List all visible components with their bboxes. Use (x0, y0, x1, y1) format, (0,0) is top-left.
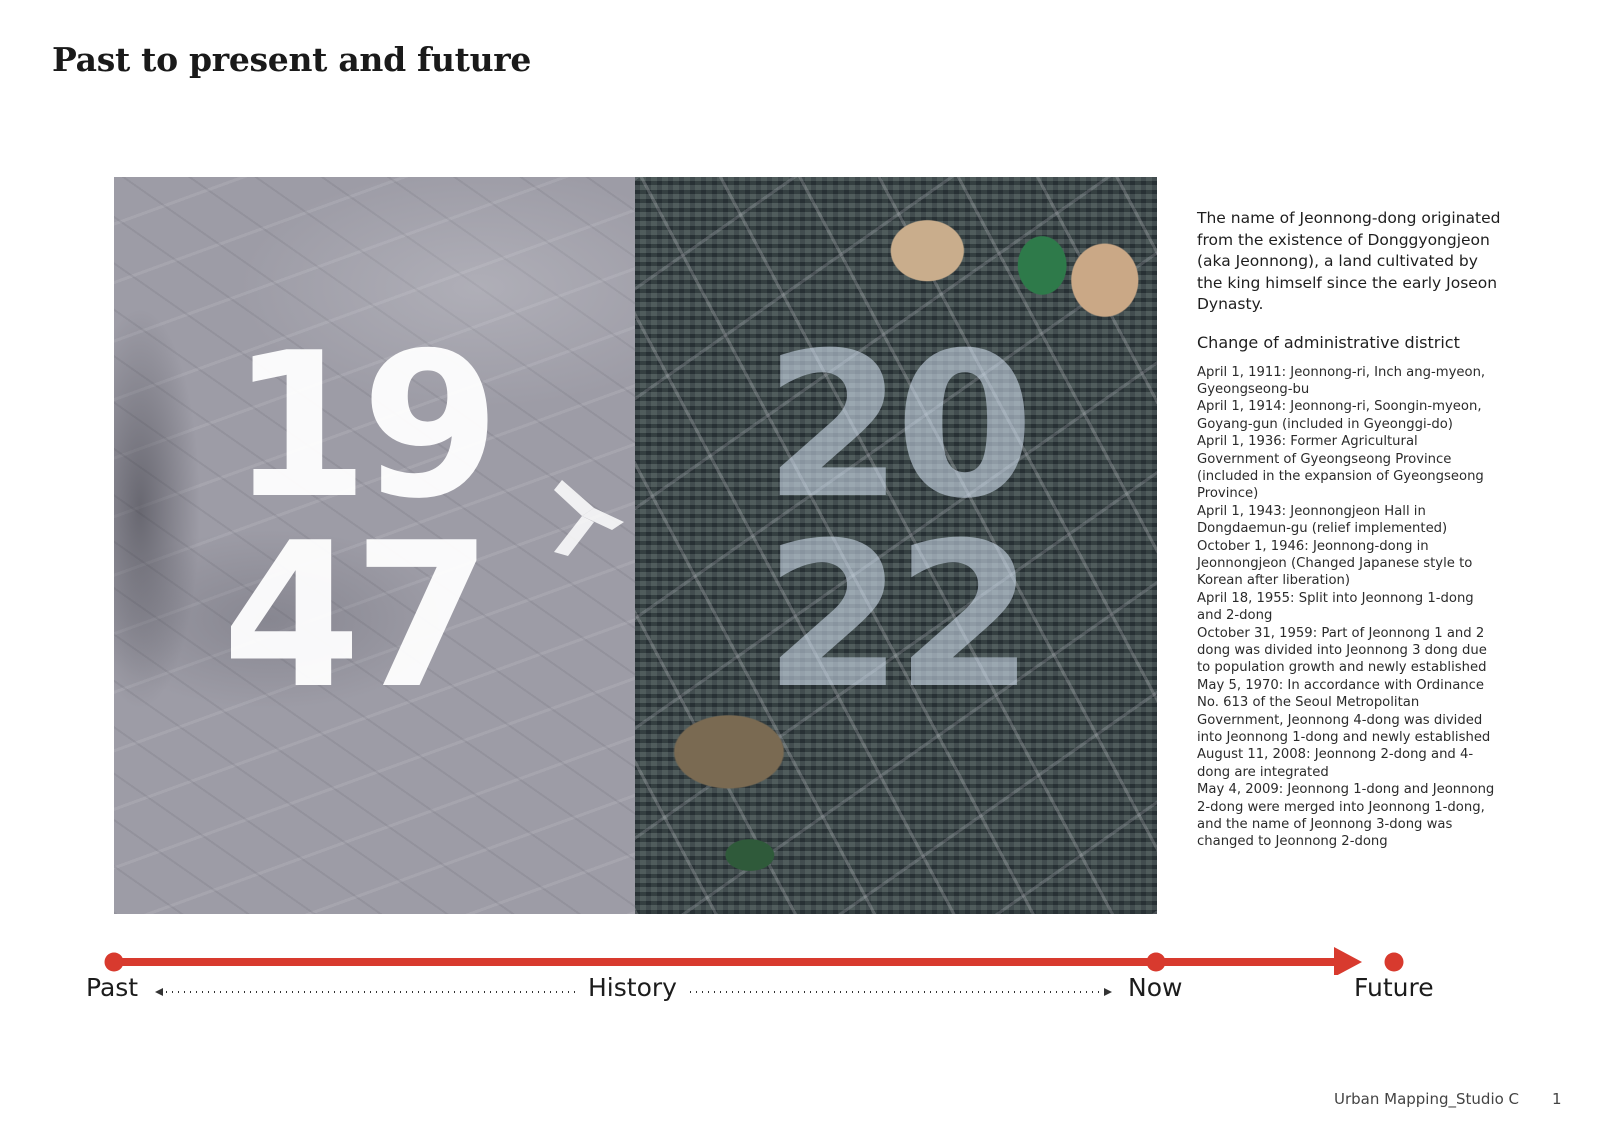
timeline-label-history: History (588, 973, 677, 1002)
timeline-label-past: Past (86, 973, 139, 1002)
timeline (0, 930, 1600, 1010)
timeline-now-dot (1147, 953, 1166, 972)
list-item: May 5, 1970: In accordance with Ordinance No. 613 of the Seoul Metropolitan Government, Jeonnong 4-dong was divided into Jeonnong 1-dong and newly established (1197, 677, 1491, 746)
present-year-first-line: 20 (764, 310, 1027, 543)
list-item: April 1, 1914: Jeonnong-ri, Soongin-myeon, Goyang-gun (included in Gyeonggi-do) (1197, 399, 1482, 432)
timeline-label-now: Now (1128, 973, 1183, 1002)
list-item: August 11, 2008: Jeonnong 2-dong and 4-dong are integrated (1197, 747, 1474, 780)
list-item: April 1, 1911: Jeonnong-ri, Inch ang-myeon, Gyeongseong-bu (1197, 364, 1486, 397)
timeline-label-future: Future (1354, 973, 1434, 1002)
timeline-arrowhead (1334, 947, 1362, 975)
timeline-future-dot (1385, 953, 1404, 972)
footer-studio-label: Urban Mapping_Studio C (1334, 1090, 1520, 1108)
list-item: May 4, 2009: Jeonnong 1-dong and Jeonnong 2-dong were merged into Jeonnong 1-dong, and the name of Jeonnong 3-dong was changed to Jeonnong 2-dong (1197, 782, 1495, 850)
footer-page-number: 1 (1552, 1090, 1562, 1108)
list-item: October 1, 1946: Jeonnong-dong in Jeonnongjeon (Changed Japanese style to Korean after liberation) (1197, 538, 1473, 589)
timeline-past-dot (105, 953, 124, 972)
list-item: April 18, 1955: Split into Jeonnong 1-dong and 2-dong (1197, 590, 1474, 624)
history-left-arrowhead (155, 988, 163, 996)
timeline-graphic (0, 930, 1600, 975)
intro-paragraph: The name of Jeonnong-dong originated from the existence of Donggyongjeon (aka Jeonnong), a land cultivated by the king himself since the early Joseon Dynasty. (1197, 209, 1501, 313)
page-title: Past to present and future (52, 40, 532, 79)
list-item: October 31, 1959: Part of Jeonnong 1 and 2 dong was divided into Jeonnong 3 dong due to population growth and newly established (1197, 625, 1487, 676)
list-item: April 1, 1936: Former Agricultural Government of Gyeongseong Province (included in the expansion of Gyeongseong Province) (1197, 434, 1484, 502)
district-change-heading: Change of administrative district (1197, 332, 1460, 352)
aerial-comparison-figure (114, 177, 1157, 914)
district-change-list (1197, 364, 1502, 851)
past-year-first-line: 19 (230, 310, 493, 543)
history-right-arrowhead (1104, 988, 1112, 996)
list-item: April 1, 1943: Jeonnongjeon Hall in Dongdaemun-gu (relief implemented) (1197, 503, 1448, 537)
past-year-second-line: 47 (222, 500, 485, 733)
chevron-right-icon (554, 470, 644, 560)
history-sidebar (1197, 208, 1502, 851)
present-year-second-line: 22 (764, 500, 1027, 733)
